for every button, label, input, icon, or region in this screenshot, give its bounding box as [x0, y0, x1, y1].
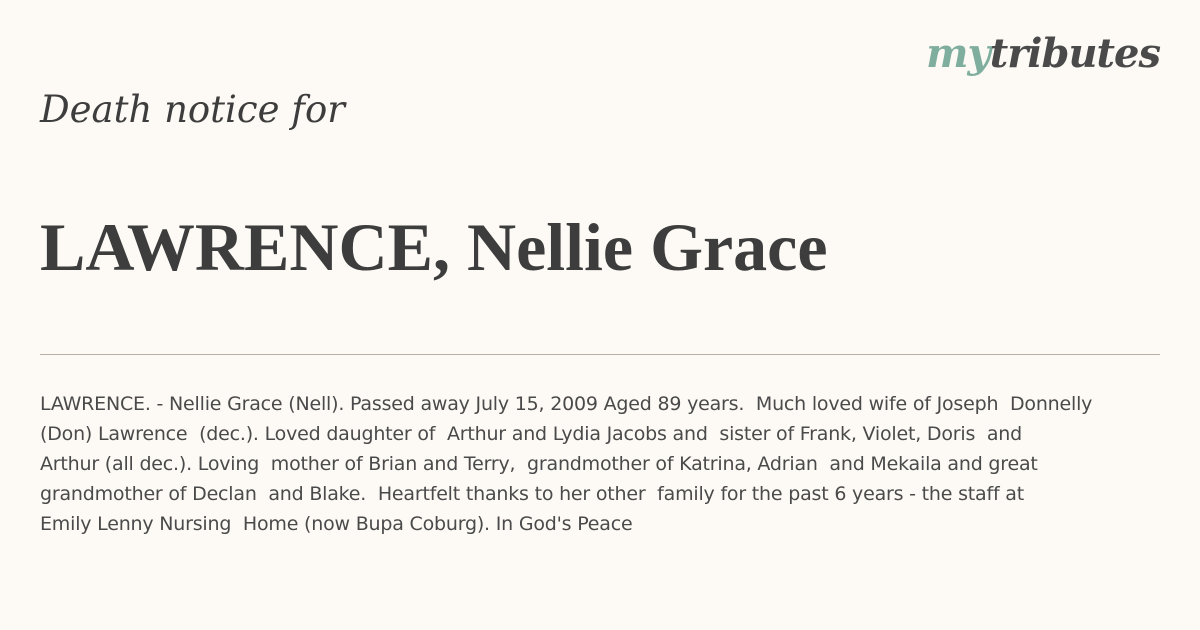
mytributes-logo[interactable] — [926, 30, 1160, 77]
section-divider — [40, 354, 1160, 355]
notice-line: LAWRENCE. - Nellie Grace (Nell). Passed away July 15, 2009 Aged 89 years. Much loved wife of Joseph Donnelly — [40, 393, 1093, 415]
logo-my-text: my — [926, 30, 990, 77]
death-notice-subtitle: Death notice for — [40, 88, 345, 131]
notice-line: Emily Lenny Nursing Home (now Bupa Coburg). In God's Peace — [40, 513, 633, 535]
notice-line: (Don) Lawrence (dec.). Loved daughter of Arthur and Lydia Jacobs and sister of Frank, Violet, Doris and — [40, 423, 1022, 445]
deceased-name-title: LAWRENCE, Nellie Grace — [40, 209, 828, 285]
logo-tributes-text: tributes — [989, 30, 1160, 77]
notice-line: grandmother of Declan and Blake. Heartfelt thanks to her other family for the past 6 years - the staff at — [40, 483, 1024, 505]
notice-body-text — [40, 389, 1160, 539]
notice-line: Arthur (all dec.). Loving mother of Brian and Terry, grandmother of Katrina, Adrian and Mekaila and great — [40, 453, 1038, 475]
